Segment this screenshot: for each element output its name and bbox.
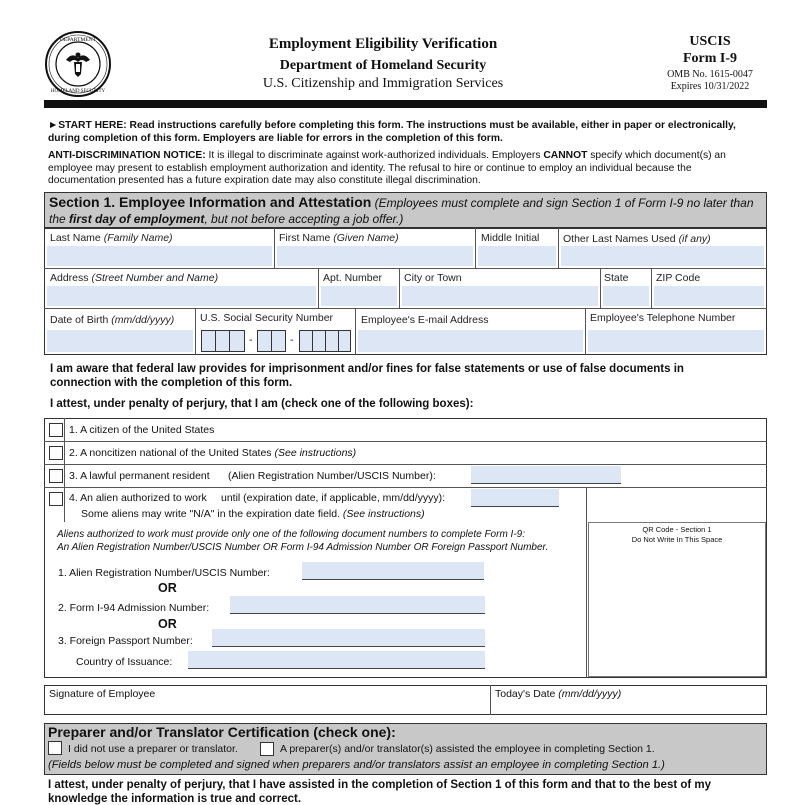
agency-name: U.S. Citizenship and Immigration Services: [262, 76, 504, 91]
grid-row-divider: [44, 268, 767, 269]
grid-col-divider: [475, 228, 476, 268]
qr-caption-1: QR Code - Section 1: [642, 525, 712, 534]
anti-text-2: specify which document(s) an employee may present to establish employment authorization and identity. The refusal to hire or continue to employ an individual because the documentation presented has a future expiration date may also constitute illegal discrimination.: [48, 150, 726, 186]
signature-input[interactable]: [47, 700, 487, 713]
grid-col-divider: [399, 268, 400, 308]
doc2-label: 2. Form I-94 Admission Number:: [58, 602, 210, 614]
form-number: Form I-9: [682, 51, 738, 66]
grid-col-divider: [651, 268, 652, 308]
form-title: Employment Eligibility Verification: [268, 36, 498, 52]
svg-text:DEPARTMENT: DEPARTMENT: [59, 37, 97, 43]
option-4-note-text: Some aliens may write "N/A" in the expiration date field.: [81, 508, 343, 520]
section1-header: [44, 192, 767, 228]
apt-number-label: Apt. Number: [323, 272, 382, 284]
last-name-label: [50, 232, 173, 244]
first-name-label: [279, 232, 399, 244]
doc1-input[interactable]: [302, 562, 484, 580]
doc3-input[interactable]: [212, 629, 485, 647]
dob-label: [50, 314, 174, 326]
middle-initial-input[interactable]: [478, 246, 556, 266]
start-here-notice: ►START HERE: Read instructions carefully before completing this form. The instructions must be available, either in paper or electronically, during completion of this form. Employers are liable for errors in the completion of this form.: [48, 120, 736, 144]
apt-number-input[interactable]: [321, 286, 397, 306]
doc2-input[interactable]: [230, 596, 485, 614]
anti-label: ANTI-DISCRIMINATION NOTICE:: [48, 150, 206, 161]
zip-label: ZIP Code: [656, 272, 701, 284]
doc3-label: 3. Foreign Passport Number:: [58, 635, 193, 647]
preparer-option-2: A preparer(s) and/or translator(s) assisted the employee in completing Section 1.: [280, 743, 655, 755]
omb-number: OMB No. 1615-0047: [667, 69, 753, 80]
ssn-dash-1: -: [249, 334, 253, 346]
option-4-hint: until (expiration date, if applicable, mm/dd/yyyy):: [221, 492, 446, 504]
aliens-note-2: An Alien Registration Number/USCIS Number OR Form I-94 Admission Number OR Foreign Passport Number.: [57, 542, 549, 553]
checkbox-citizen[interactable]: [49, 423, 63, 437]
option-permanent-resident: 3. A lawful permanent resident: [69, 470, 210, 482]
grid-col-divider: [355, 308, 356, 355]
seal-icon: [44, 30, 112, 98]
option-2-hint: (See instructions): [274, 447, 357, 459]
dob-text: Date of Birth: [50, 314, 109, 326]
preparer-title: Preparer and/or Translator Certification (check one):: [48, 724, 396, 740]
other-last-text: Other Last Names Used: [563, 233, 676, 245]
attest-statement: I attest, under penalty of perjury, that I am (check one of the following boxes):: [50, 398, 474, 410]
header-rule: [44, 100, 767, 108]
preparer-note: (Fields below must be completed and signed when preparers and/or translators assist an employee in completing Section 1.): [48, 759, 665, 771]
address-hint: (Street Number and Name): [91, 272, 219, 284]
signature-label: Signature of Employee: [49, 688, 156, 700]
last-name-input[interactable]: [47, 246, 272, 266]
today-date-input[interactable]: [493, 700, 764, 713]
grid-col-divider: [558, 228, 559, 268]
phone-label: Employee's Telephone Number: [590, 312, 736, 324]
state-select[interactable]: [603, 286, 649, 306]
grid-col-divider: [600, 268, 601, 308]
expiration-date-input[interactable]: [471, 489, 559, 507]
qr-divider: [586, 487, 587, 678]
uscis-label: USCIS: [689, 34, 731, 49]
or-separator-1: OR: [158, 581, 177, 595]
qr-caption-2: Do Not Write In This Space: [631, 535, 723, 544]
grid-col-divider: [274, 228, 275, 268]
last-name-hint: (Family Name): [103, 232, 173, 244]
checkbox-alien-authorized[interactable]: [49, 492, 63, 506]
signature-divider: [490, 685, 491, 715]
phone-input[interactable]: [588, 330, 764, 352]
today-text: Today's Date: [495, 688, 556, 700]
grid-col-divider: [585, 308, 586, 355]
email-input[interactable]: [358, 330, 583, 352]
option-col-divider: [64, 418, 65, 522]
expiration: Expires 10/31/2022: [670, 81, 750, 92]
option-citizen: 1. A citizen of the United States: [69, 424, 215, 436]
option-3-hint: (Alien Registration Number/USCIS Number):: [228, 470, 436, 482]
dob-input[interactable]: [47, 330, 193, 352]
other-last-names-input[interactable]: [561, 246, 764, 266]
preparer-option-1: I did not use a preparer or translator.: [68, 743, 238, 755]
first-name-text: First Name: [279, 232, 331, 244]
middle-initial-label: Middle Initial: [481, 232, 540, 244]
country-label: Country of Issuance:: [76, 656, 173, 668]
address-label: [50, 272, 218, 284]
anti-cannot: CANNOT: [543, 150, 588, 161]
ssn-group-3[interactable]: [299, 330, 351, 352]
other-last-names-label: [563, 233, 711, 245]
grid-col-divider: [195, 308, 196, 355]
zip-input[interactable]: [654, 286, 764, 306]
checkbox-no-preparer[interactable]: [48, 741, 62, 755]
anti-discrimination-notice: [48, 150, 760, 188]
ssn-group-2[interactable]: [257, 330, 286, 352]
option-divider: [44, 487, 767, 488]
preparer-attest: I attest, under penalty of perjury, that I have assisted in the completion of Section 1 of this form and that to the best of my knowledge the information is true and correct.: [48, 779, 712, 805]
dob-hint: (mm/dd/yyyy): [111, 314, 175, 326]
city-label: City or Town: [404, 272, 462, 284]
country-select[interactable]: [188, 651, 485, 669]
address-input[interactable]: [47, 286, 316, 306]
option-4-note-hint: (See instructions): [342, 508, 425, 520]
anti-text-1: It is illegal to discriminate against work-authorized individuals. Employers: [205, 150, 544, 161]
ssn-label: U.S. Social Security Number: [200, 312, 334, 324]
option-alien-authorized: 4. An alien authorized to work: [69, 492, 207, 504]
dhs-seal: [44, 30, 112, 98]
today-hint: (mm/dd/yyyy): [558, 688, 622, 700]
ssn-dash-2: -: [290, 334, 294, 346]
doc1-label: 1. Alien Registration Number/USCIS Number:: [58, 567, 270, 579]
grid-col-divider: [318, 268, 319, 308]
alien-reg-number-input[interactable]: [471, 466, 621, 484]
option-4-note: [81, 508, 425, 520]
qr-code-area: [588, 522, 766, 677]
section1-note-1: (Employees must complete and sign Section 1 of Form I-9 no later than the: [49, 196, 754, 226]
option-divider: [44, 441, 767, 442]
section1-note-2: , but not before accepting a job offer.): [204, 212, 404, 226]
state-label: State: [604, 272, 629, 284]
option-noncitizen-national: [69, 447, 356, 459]
email-label: Employee's E-mail Address: [361, 314, 489, 326]
first-name-input[interactable]: [277, 246, 473, 266]
option-2-text: 2. A noncitizen national of the United States: [69, 447, 275, 459]
checkbox-preparer-assisted[interactable]: [260, 742, 274, 756]
last-name-text: Last Name: [50, 232, 101, 244]
aware-statement: I am aware that federal law provides for imprisonment and/or fines for false statements or use of false documents in connection with the completion of this form.: [50, 363, 684, 389]
section1-note-bold: first day of employment: [69, 212, 205, 226]
dept-name: Department of Homeland Security: [279, 58, 487, 73]
today-date-label: [495, 688, 621, 700]
aliens-note-1: Aliens authorized to work must provide only one of the following document numbers to complete Form I-9:: [57, 529, 526, 540]
section1-title: Section 1. Employee Information and Attestation: [49, 194, 372, 210]
svg-text:HOMELAND SECURITY: HOMELAND SECURITY: [50, 89, 106, 94]
checkbox-permanent-resident[interactable]: [49, 469, 63, 483]
city-input[interactable]: [402, 286, 598, 306]
ssn-group-1[interactable]: [201, 330, 245, 352]
grid-row-divider: [44, 308, 767, 309]
or-separator-2: OR: [158, 617, 177, 631]
other-last-hint: (if any): [678, 233, 711, 245]
first-name-hint: (Given Name): [333, 232, 399, 244]
option-divider: [44, 464, 767, 465]
address-text: Address: [50, 272, 89, 284]
checkbox-noncitizen-national[interactable]: [49, 446, 63, 460]
